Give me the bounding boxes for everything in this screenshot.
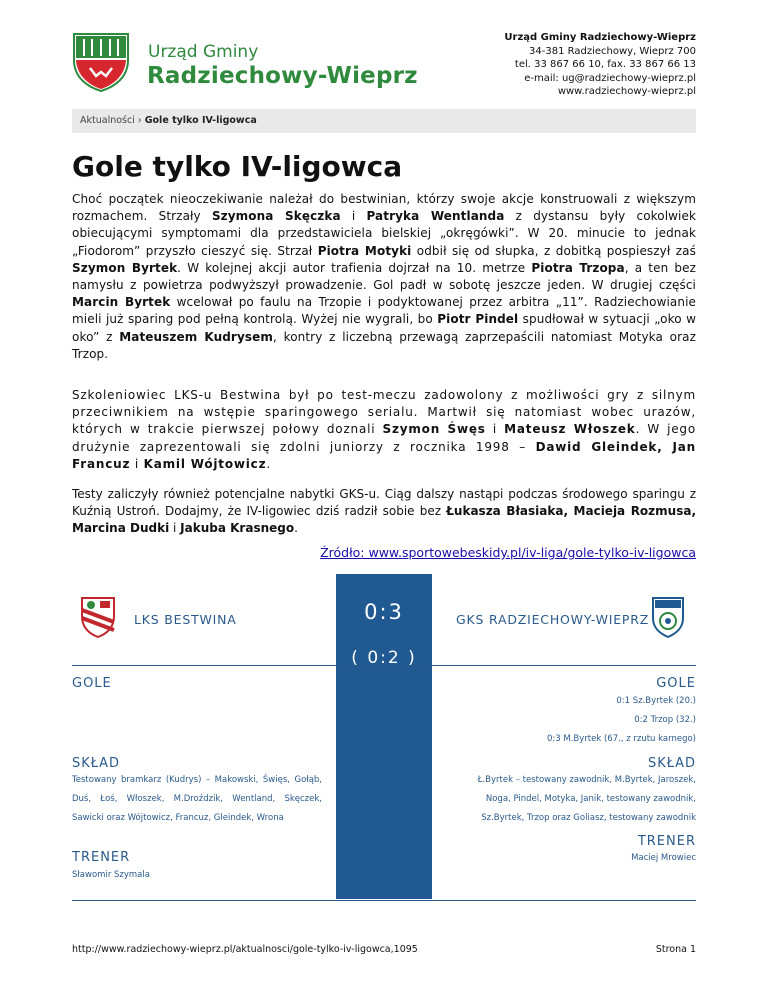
footer-page-number: Strona 1 bbox=[655, 944, 696, 955]
office-website[interactable]: www.radziechowy-wieprz.pl bbox=[557, 86, 696, 97]
player-name: Szymon Byrtek bbox=[72, 260, 178, 275]
goal-entry: 0:2 Trzop (32.) bbox=[634, 715, 696, 725]
office-email[interactable]: e-mail: ug@radziechowy-wieprz.pl bbox=[524, 72, 696, 84]
home-coach: Sławomir Szymala bbox=[72, 870, 150, 880]
breadcrumb bbox=[72, 109, 696, 133]
article-paragraph-2: Szkoleniowiec LKS-u Bestwina był po test-meczu zadowolony z możliwości gry z silnym przeciwnikiem na wstępie sparingowego serialu. Martwił się natomiast wobec urazów, których w trakcie pierwszej połowy doznali Szymon Śwęs i Mateusz Włoszek. W jego drużynie zaprezentowali się zdolni juniorzy z rocznika 1998 – Dawid Gleindek, Jan Francuz i Kamil Wójtowicz. bbox=[72, 388, 696, 471]
away-coach: Maciej Mrowiec bbox=[631, 853, 696, 863]
contact-block bbox=[504, 31, 696, 99]
away-squad bbox=[446, 771, 696, 828]
breadcrumb-separator: › bbox=[137, 115, 142, 126]
squad-line: Sz.Byrtek, Trzop oraz Goliasz, testowany zawodnik bbox=[481, 813, 696, 823]
breadcrumb-current: Gole tylko IV-ligowca bbox=[144, 115, 257, 126]
player-name: Jakuba Krasnego bbox=[180, 521, 295, 536]
player-name: Patryka Wentlanda bbox=[366, 209, 505, 224]
breadcrumb-parent-link[interactable]: Aktualności bbox=[80, 115, 135, 126]
halftime-score: ( 0:2 ) bbox=[351, 648, 417, 668]
municipality-crest-logo bbox=[70, 30, 132, 92]
player-name: Marcin Byrtek bbox=[72, 295, 171, 310]
final-score: 0:3 bbox=[364, 600, 404, 624]
office-phone: tel. 33 867 66 10, fax. 33 867 66 13 bbox=[514, 59, 696, 70]
goal-entry: 0:3 M.Byrtek (67., z rzutu karnego) bbox=[547, 734, 696, 744]
brand-line1: Urząd Gminy bbox=[148, 42, 259, 62]
player-name: Szymona Skęczka bbox=[211, 209, 341, 224]
brand-line2: Radziechowy-Wieprz bbox=[147, 63, 418, 89]
article-title: Gole tylko IV-ligowca bbox=[72, 150, 403, 183]
squad-line: Noga, Pindel, Motyka, Janik, testowany zawodnik, bbox=[485, 794, 696, 804]
match-report-graphic bbox=[72, 574, 696, 901]
footer-url: http://www.radziechowy-wieprz.pl/aktualnosci/gole-tylko-iv-ligowca,1095 bbox=[72, 944, 418, 955]
away-team-name: GKS RADZIECHOWY-WIEPRZ bbox=[456, 612, 650, 627]
player-name: Łukasza Błasiaka, Macieja Rozmusa, Marcina Dudki bbox=[72, 504, 697, 536]
article-paragraph-3: Testy zaliczyły również potencjalne nabytki GKS-u. Ciąg dalszy nastąpi podczas środowego sparingu z Kuźnią Ustroń. Dodajmy, że IV-ligowiec dziś radził sobie bez Łukasza Błasiaka, Macieja Rozmusa, Marcina Dudki i Jakuba Krasnego. bbox=[72, 487, 697, 536]
goal-entry: 0:1 Sz.Byrtek (20.) bbox=[616, 696, 696, 706]
goals-label-away: GOLE bbox=[656, 676, 696, 691]
home-squad: Testowany bramkarz (Kudrys) – Makowski, Święs, Gołąb, Duś, Łoś, Włoszek, M.Droździk, Wentland, Skęczek, Sawicki oraz Wójtowicz, Francuz, Gleindek, Wrona bbox=[72, 775, 322, 823]
home-team-name: LKS BESTWINA bbox=[134, 612, 237, 627]
player-name: Szymon Śwęs bbox=[382, 422, 486, 437]
player-name: Piotra Motyki bbox=[317, 243, 412, 258]
article-paragraph-1: Choć początek nieoczekiwanie należał do bestwinian, którzy swoje akcje konstruowali z większym rozmachem. Strzały Szymona Skęczka i Patryka Wentlanda z dystansu były cokolwiek obiecującymi symptomami dla przedstawiciela bielskiej „okręgówki”. W 20. minucie to jednak „Fiodorom” przyszło cieszyć się. Strzał Piotra Motyki odbił się od słupka, z dobitką pospieszył zaś Szymon Byrtek. W kolejnej akcji autor trafienia dojrzał na 10. metrze Piotra Trzopa, a ten bez namysłu z powietrza podwyższył prowadzenie. Gol padł w sobotę jeszcze jeden. W drugiej części Marcin Byrtek wcelował po faulu na Trzopie i podyktowanej przez arbitra „11”. Radziechowianie mieli już sparing pod pełną kontrolą. Wyżej nie wygrali, bo Piotr Pindel spudłował w sytuacji „oko w oko” z Mateuszem Kudrysem, kontry z liczebną przewagą zaprzepaścili natomiast Motyka oraz Trzop. bbox=[72, 192, 697, 361]
away-goals-list bbox=[446, 692, 696, 749]
goals-label-home: GOLE bbox=[72, 676, 112, 691]
lks-bestwina-crest-icon bbox=[80, 596, 116, 638]
coach-label-away: TRENER bbox=[637, 834, 696, 849]
player-name: Piotr Pindel bbox=[437, 312, 519, 327]
player-name: Kamil Wójtowicz bbox=[143, 456, 267, 471]
gks-radziechowy-crest-icon bbox=[650, 596, 686, 638]
player-name: Mateusz Włoszek bbox=[504, 422, 636, 437]
squad-line: Ł.Byrtek – testowany zawodnik, M.Byrtek, Jaroszek, bbox=[477, 775, 696, 785]
office-address: 34-381 Radziechowy, Wieprz 700 bbox=[529, 45, 696, 57]
player-name: Piotra Trzopa bbox=[531, 260, 625, 275]
source-link[interactable]: Źródło: www.sportowebeskidy.pl/iv-liga/gole-tylko-iv-ligowca bbox=[320, 545, 696, 560]
squad-label-home: SKŁAD bbox=[72, 756, 120, 771]
office-name: Urząd Gminy Radziechowy-Wieprz bbox=[504, 32, 696, 43]
player-name: Dawid Gleindek, Jan Francuz bbox=[72, 439, 696, 471]
player-name: Mateuszem Kudrysem bbox=[119, 329, 273, 344]
squad-label-away: SKŁAD bbox=[648, 756, 696, 771]
coach-label-home: TRENER bbox=[72, 850, 131, 865]
